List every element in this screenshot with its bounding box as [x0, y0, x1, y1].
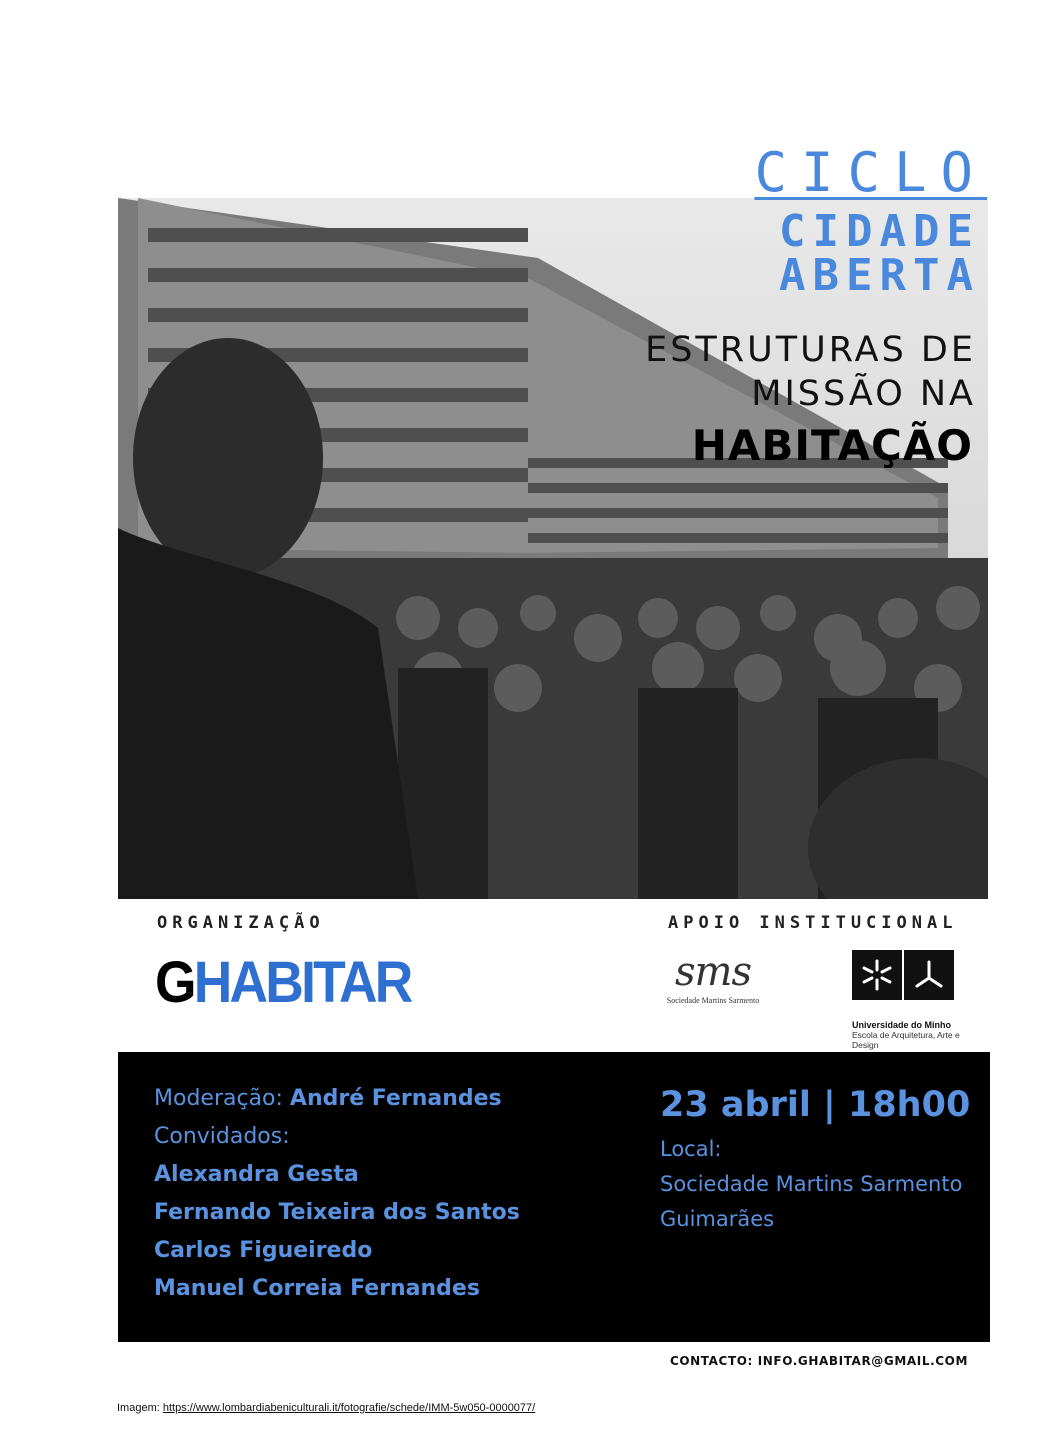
sms-logo-mark: sms: [675, 949, 751, 995]
title-aberta: ABERTA: [779, 250, 980, 301]
subtitle-line-1: ESTRUTURAS DE: [645, 330, 976, 370]
uminho-logo: [852, 950, 972, 1050]
convidado-name: Carlos Figueiredo: [154, 1238, 373, 1263]
local-label: Local:: [660, 1137, 722, 1161]
title-block: [645, 140, 987, 472]
ghabitar-logo: [155, 950, 411, 1016]
convidados-label: Convidados:: [154, 1124, 290, 1149]
convidado-item: [154, 1194, 520, 1232]
convidado-name: Manuel Correia Fernandes: [154, 1276, 480, 1301]
organizacao-label: ORGANIZAÇÃO: [157, 913, 325, 933]
convidado-item: [154, 1232, 520, 1270]
info-panel: [118, 1052, 990, 1342]
subtitle-line-3: HABITAÇÃO: [691, 421, 973, 470]
uminho-logo-mark: [852, 950, 972, 1000]
sms-logo: [663, 949, 763, 1005]
convidado-name: Alexandra Gesta: [154, 1162, 359, 1187]
convidado-item: [154, 1156, 520, 1194]
sms-logo-caption: Sociedade Martins Sarmento: [666, 996, 760, 1005]
uminho-tripod-icon: [904, 950, 954, 1000]
uminho-star-icon: [852, 950, 902, 1000]
contact-line: CONTACTO: INFO.GHABITAR@GMAIL.COM: [669, 1354, 968, 1368]
subtitle-line-2: MISSÃO NA: [751, 374, 976, 414]
image-credit: [117, 1402, 535, 1414]
title-cidade: CIDADE: [779, 206, 980, 257]
moderacao-label: Moderação:: [154, 1086, 290, 1111]
event-details: [660, 1080, 970, 1237]
uminho-school: Escola de Arquitetura, Arte e Design: [852, 1030, 960, 1050]
ghabitar-logo-rest: HABITAR: [193, 950, 411, 1015]
convidado-name: Fernando Teixeira dos Santos: [154, 1200, 520, 1225]
convidado-item: [154, 1270, 520, 1308]
title-ciclo: CICLO: [754, 141, 987, 204]
speakers-block: [154, 1080, 520, 1308]
apoio-label: APOIO INSTITUCIONAL: [668, 913, 958, 933]
local-city: Guimarães: [660, 1207, 775, 1231]
credit-link[interactable]: https://www.lombardiabeniculturali.it/fotografie/schede/IMM-5w050-0000077/: [162, 1402, 536, 1414]
ghabitar-logo-g: G: [155, 950, 194, 1015]
event-date: 23 abril | 18h00: [660, 1085, 971, 1125]
local-venue: Sociedade Martins Sarmento: [660, 1172, 963, 1196]
moderacao-line: [154, 1080, 520, 1118]
credit-label: Imagem:: [117, 1402, 163, 1414]
uminho-name: Universidade do Minho: [852, 1020, 952, 1030]
moderador-name: André Fernandes: [289, 1086, 502, 1111]
